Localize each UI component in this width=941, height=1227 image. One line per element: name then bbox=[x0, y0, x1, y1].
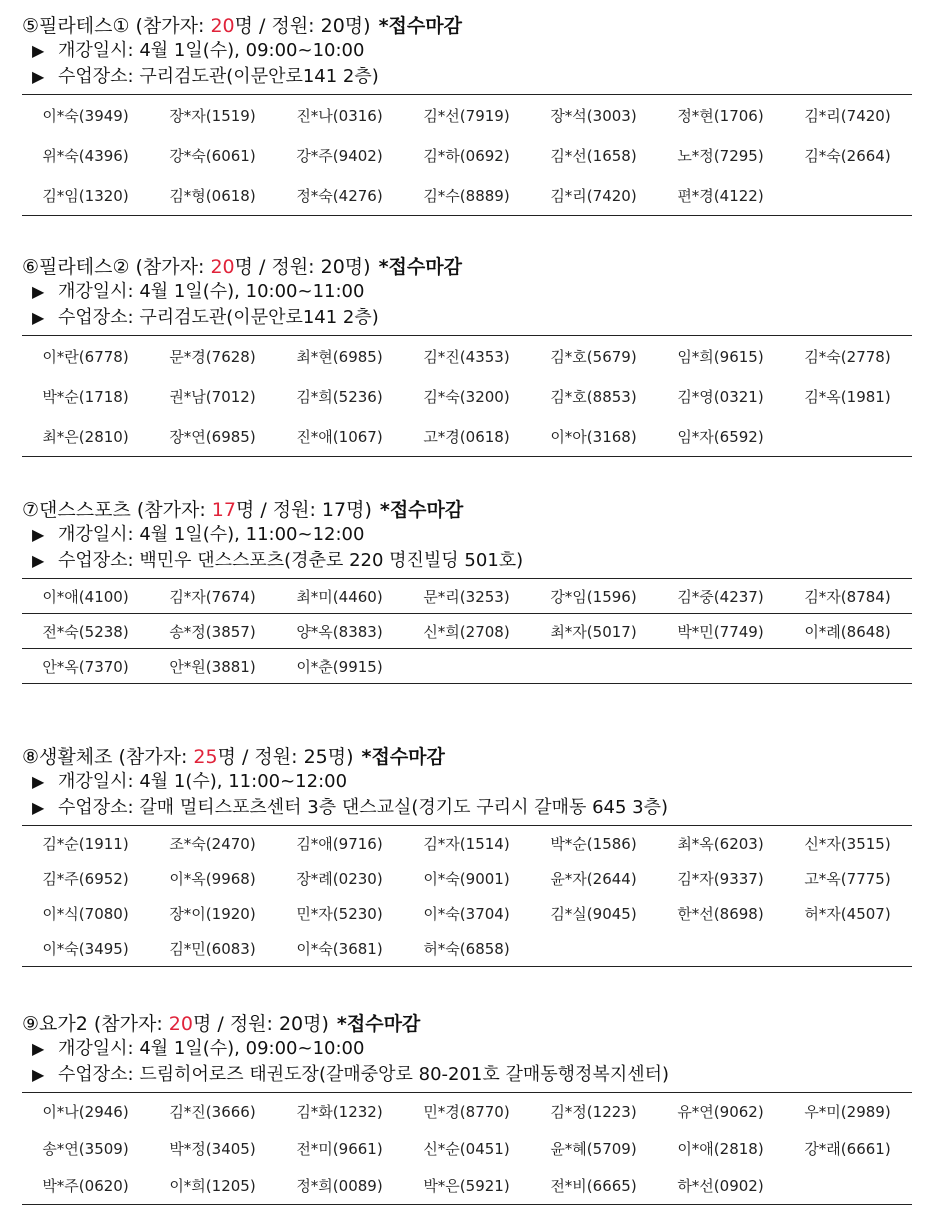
participant-cell: 이*식(7080) bbox=[42, 905, 129, 923]
participant-cell: 이*옥(9968) bbox=[169, 870, 256, 888]
section-title bbox=[22, 255, 912, 279]
participant-cell: 최*미(4460) bbox=[296, 587, 383, 606]
table-row bbox=[22, 861, 912, 896]
participant-cell: 박*정(3405) bbox=[169, 1140, 256, 1158]
participant-cell: 김*하(0692) bbox=[423, 146, 510, 165]
participant-cell: 최*은(2810) bbox=[42, 427, 129, 446]
participant-cell: 윤*자(2644) bbox=[550, 870, 637, 888]
schedule-line bbox=[22, 279, 912, 305]
participant-cell: 최*자(5017) bbox=[550, 622, 637, 641]
location-line bbox=[22, 795, 912, 821]
participant-cell: 이*숙(3495) bbox=[42, 940, 129, 958]
participant-cell: 송*연(3509) bbox=[42, 1140, 129, 1158]
participant-cell: 진*애(1067) bbox=[296, 427, 383, 446]
participant-cell: 신*희(2708) bbox=[423, 622, 510, 641]
participant-cell: 정*숙(4276) bbox=[296, 186, 383, 205]
title-suffix: 명 / 정원: 25명) bbox=[217, 746, 354, 768]
participant-table bbox=[22, 825, 912, 967]
participant-cell: 윤*혜(5709) bbox=[550, 1140, 637, 1158]
arrow-icon: ▶ bbox=[32, 1065, 45, 1084]
section-title bbox=[22, 745, 912, 769]
participant-cell: 김*민(6083) bbox=[169, 940, 256, 958]
table-row bbox=[22, 579, 912, 613]
arrow-icon: ▶ bbox=[32, 282, 45, 301]
participant-cell: 노*정(7295) bbox=[677, 146, 764, 165]
schedule-line bbox=[22, 769, 912, 795]
participant-cell: 김*희(5236) bbox=[296, 387, 383, 406]
participant-cell: 김*숙(3200) bbox=[423, 387, 510, 406]
participant-cell: 김*임(1320) bbox=[42, 186, 129, 205]
participant-cell: 최*옥(6203) bbox=[677, 835, 764, 853]
participant-cell: 장*이(1920) bbox=[169, 905, 256, 923]
title-prefix: ⑥필라테스② (참가자: bbox=[22, 256, 211, 278]
table-row bbox=[22, 336, 912, 376]
table-row bbox=[22, 896, 912, 931]
participant-cell: 하*선(0902) bbox=[677, 1177, 764, 1195]
participant-cell: 김*순(1911) bbox=[42, 835, 129, 853]
participant-cell: 김*숙(2778) bbox=[804, 347, 891, 366]
participant-cell: 문*경(7628) bbox=[169, 347, 256, 366]
participant-cell: 고*옥(7775) bbox=[804, 870, 891, 888]
title-suffix: 명 / 정원: 17명) bbox=[235, 499, 372, 521]
status-badge: *접수마감 bbox=[378, 256, 462, 278]
participant-cell: 장*례(0230) bbox=[296, 870, 383, 888]
participant-cell: 김*진(3666) bbox=[169, 1103, 256, 1121]
class-section bbox=[22, 255, 912, 457]
participant-cell: 민*자(5230) bbox=[296, 905, 383, 923]
participant-cell: 이*숙(3704) bbox=[423, 905, 510, 923]
status-badge: *접수마감 bbox=[378, 15, 462, 37]
participant-cell: 임*희(9615) bbox=[677, 347, 764, 366]
table-row bbox=[22, 1130, 912, 1167]
participant-cell: 장*석(3003) bbox=[550, 106, 637, 125]
participant-cell: 최*현(6985) bbox=[296, 347, 383, 366]
location-text: 수업장소: 구리검도관(이문안로141 2층) bbox=[58, 307, 379, 328]
title-suffix: 명 / 정원: 20명) bbox=[234, 15, 371, 37]
participant-cell: 이*나(2946) bbox=[42, 1103, 129, 1121]
arrow-icon: ▶ bbox=[32, 772, 45, 791]
title-suffix: 명 / 정원: 20명) bbox=[192, 1013, 329, 1035]
schedule-text: 개강일시: 4월 1(수), 11:00~12:00 bbox=[58, 771, 348, 792]
participant-cell: 신*자(3515) bbox=[804, 835, 891, 853]
participant-cell: 박*민(7749) bbox=[677, 622, 764, 641]
participant-cell: 이*숙(9001) bbox=[423, 870, 510, 888]
table-row bbox=[22, 931, 912, 966]
class-section bbox=[22, 498, 912, 684]
table-row bbox=[22, 416, 912, 456]
participant-cell: 조*숙(2470) bbox=[169, 835, 256, 853]
class-section bbox=[22, 14, 912, 216]
table-row bbox=[22, 95, 912, 135]
class-section bbox=[22, 745, 912, 967]
participant-count: 25 bbox=[193, 746, 218, 768]
location-text: 수업장소: 갈매 멀티스포츠센터 3층 댄스교실(경기도 구리시 갈매동 645 3층) bbox=[58, 797, 669, 818]
participant-cell: 전*미(9661) bbox=[296, 1140, 383, 1158]
class-section bbox=[22, 1012, 912, 1205]
participant-cell: 안*옥(7370) bbox=[42, 657, 129, 676]
participant-cell: 우*미(2989) bbox=[804, 1103, 891, 1121]
participant-cell: 양*옥(8383) bbox=[296, 622, 383, 641]
participant-cell: 전*비(6665) bbox=[550, 1177, 637, 1195]
participant-cell: 권*남(7012) bbox=[169, 387, 256, 406]
participant-cell: 이*례(8648) bbox=[804, 622, 891, 641]
participant-cell: 김*정(1223) bbox=[550, 1103, 637, 1121]
participant-cell: 김*자(1514) bbox=[423, 835, 510, 853]
participant-cell: 김*진(4353) bbox=[423, 347, 510, 366]
title-prefix: ⑦댄스스포츠 (참가자: bbox=[22, 499, 212, 521]
arrow-icon: ▶ bbox=[32, 308, 45, 327]
location-line bbox=[22, 305, 912, 331]
participant-cell: 위*숙(4396) bbox=[42, 146, 129, 165]
table-row bbox=[22, 1093, 912, 1130]
participant-cell: 이*아(3168) bbox=[550, 427, 637, 446]
participant-cell: 유*연(9062) bbox=[677, 1103, 764, 1121]
schedule-line bbox=[22, 1036, 912, 1062]
schedule-text: 개강일시: 4월 1일(수), 09:00~10:00 bbox=[58, 1038, 365, 1059]
participant-cell: 안*원(3881) bbox=[169, 657, 256, 676]
participant-cell: 고*경(0618) bbox=[423, 427, 510, 446]
participant-cell: 신*순(0451) bbox=[423, 1140, 510, 1158]
participant-cell: 이*애(4100) bbox=[42, 587, 129, 606]
participant-cell: 김*숙(2664) bbox=[804, 146, 891, 165]
participant-cell: 문*리(3253) bbox=[423, 587, 510, 606]
participant-cell: 전*숙(5238) bbox=[42, 622, 129, 641]
participant-cell: 김*애(9716) bbox=[296, 835, 383, 853]
schedule-text: 개강일시: 4월 1일(수), 11:00~12:00 bbox=[58, 524, 365, 545]
participant-table bbox=[22, 578, 912, 684]
participant-cell: 한*선(8698) bbox=[677, 905, 764, 923]
participant-cell: 김*리(7420) bbox=[804, 106, 891, 125]
participant-cell: 송*정(3857) bbox=[169, 622, 256, 641]
arrow-icon: ▶ bbox=[32, 1039, 45, 1058]
participant-cell: 이*춘(9915) bbox=[296, 657, 383, 676]
participant-count: 20 bbox=[210, 256, 235, 278]
participant-cell: 정*현(1706) bbox=[677, 106, 764, 125]
participant-cell: 김*호(5679) bbox=[550, 347, 637, 366]
status-badge: *접수마감 bbox=[336, 1013, 421, 1035]
table-row bbox=[22, 648, 912, 683]
section-title bbox=[22, 14, 912, 38]
schedule-text: 개강일시: 4월 1일(수), 10:00~11:00 bbox=[58, 281, 365, 302]
table-row bbox=[22, 826, 912, 861]
participant-cell: 김*선(7919) bbox=[423, 106, 510, 125]
location-line bbox=[22, 64, 912, 90]
location-text: 수업장소: 구리검도관(이문안로141 2층) bbox=[58, 66, 379, 87]
participant-cell: 진*나(0316) bbox=[296, 106, 383, 125]
participant-count: 20 bbox=[210, 15, 235, 37]
participant-cell: 장*자(1519) bbox=[169, 106, 256, 125]
status-badge: *접수마감 bbox=[361, 746, 445, 768]
location-line bbox=[22, 548, 912, 574]
arrow-icon: ▶ bbox=[32, 798, 45, 817]
participant-cell: 김*실(9045) bbox=[550, 905, 637, 923]
participant-cell: 허*자(4507) bbox=[804, 905, 891, 923]
participant-cell: 이*희(1205) bbox=[169, 1177, 256, 1195]
participant-cell: 김*화(1232) bbox=[296, 1103, 383, 1121]
participant-cell: 강*래(6661) bbox=[804, 1140, 891, 1158]
participant-cell: 김*자(8784) bbox=[804, 587, 891, 606]
participant-cell: 김*수(8889) bbox=[423, 186, 510, 205]
participant-cell: 이*애(2818) bbox=[677, 1140, 764, 1158]
arrow-icon: ▶ bbox=[32, 41, 45, 60]
arrow-icon: ▶ bbox=[32, 551, 45, 570]
participant-cell: 김*리(7420) bbox=[550, 186, 637, 205]
status-badge: *접수마감 bbox=[379, 499, 464, 521]
participant-cell: 정*희(0089) bbox=[296, 1177, 383, 1195]
participant-cell: 김*형(0618) bbox=[169, 186, 256, 205]
participant-cell: 김*중(4237) bbox=[677, 587, 764, 606]
participant-cell: 강*숙(6061) bbox=[169, 146, 256, 165]
table-row bbox=[22, 175, 912, 215]
section-title bbox=[22, 1012, 912, 1036]
location-text: 수업장소: 드림히어로즈 태권도장(갈매중앙로 80-201호 갈매동행정복지센터) bbox=[58, 1064, 670, 1085]
table-row bbox=[22, 1167, 912, 1204]
arrow-icon: ▶ bbox=[32, 67, 45, 86]
participant-cell: 이*숙(3949) bbox=[42, 106, 129, 125]
participant-count: 20 bbox=[168, 1013, 193, 1035]
table-row bbox=[22, 135, 912, 175]
participant-cell: 이*란(6778) bbox=[42, 347, 129, 366]
schedule-text: 개강일시: 4월 1일(수), 09:00~10:00 bbox=[58, 40, 365, 61]
participant-count: 17 bbox=[211, 499, 236, 521]
participant-cell: 김*자(9337) bbox=[677, 870, 764, 888]
participant-cell: 민*경(8770) bbox=[423, 1103, 510, 1121]
section-title bbox=[22, 498, 912, 522]
participant-table bbox=[22, 94, 912, 216]
participant-cell: 김*옥(1981) bbox=[804, 387, 891, 406]
location-line bbox=[22, 1062, 912, 1088]
participant-cell: 장*연(6985) bbox=[169, 427, 256, 446]
table-row bbox=[22, 613, 912, 648]
participant-table bbox=[22, 335, 912, 457]
schedule-line bbox=[22, 522, 912, 548]
participant-cell: 김*호(8853) bbox=[550, 387, 637, 406]
participant-table bbox=[22, 1092, 912, 1205]
participant-cell: 편*경(4122) bbox=[677, 186, 764, 205]
table-row bbox=[22, 376, 912, 416]
participant-cell: 박*은(5921) bbox=[423, 1177, 510, 1195]
participant-cell: 강*주(9402) bbox=[296, 146, 383, 165]
participant-cell: 김*주(6952) bbox=[42, 870, 129, 888]
participant-cell: 강*임(1596) bbox=[550, 587, 637, 606]
participant-cell: 김*선(1658) bbox=[550, 146, 637, 165]
schedule-line bbox=[22, 38, 912, 64]
title-prefix: ⑨요가2 (참가자: bbox=[22, 1013, 169, 1035]
participant-cell: 김*자(7674) bbox=[169, 587, 256, 606]
participant-cell: 박*순(1718) bbox=[42, 387, 129, 406]
title-prefix: ⑧생활체조 (참가자: bbox=[22, 746, 194, 768]
participant-cell: 박*주(0620) bbox=[42, 1177, 129, 1195]
location-text: 수업장소: 백민우 댄스스포츠(경춘로 220 명진빌딩 501호) bbox=[58, 550, 524, 571]
participant-cell: 박*순(1586) bbox=[550, 835, 637, 853]
title-suffix: 명 / 정원: 20명) bbox=[234, 256, 371, 278]
participant-cell: 김*영(0321) bbox=[677, 387, 764, 406]
participant-cell: 이*숙(3681) bbox=[296, 940, 383, 958]
title-prefix: ⑤필라테스① (참가자: bbox=[22, 15, 211, 37]
participant-cell: 허*숙(6858) bbox=[423, 940, 510, 958]
arrow-icon: ▶ bbox=[32, 525, 45, 544]
participant-cell: 임*자(6592) bbox=[677, 427, 764, 446]
